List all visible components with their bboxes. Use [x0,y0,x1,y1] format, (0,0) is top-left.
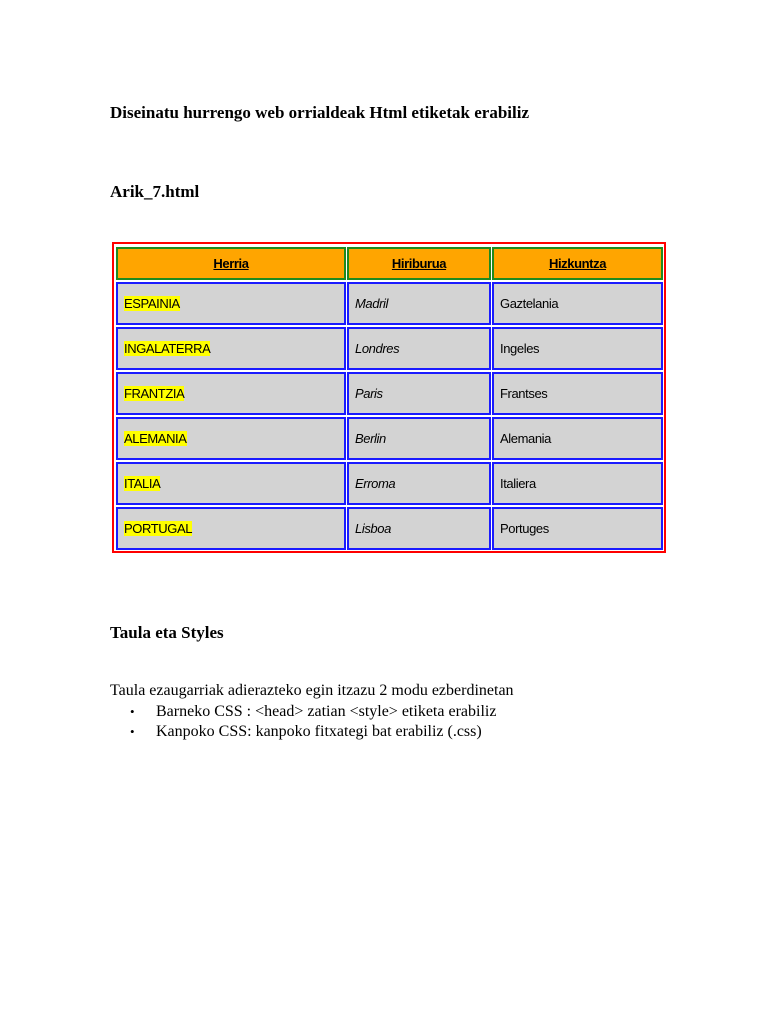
capital-name: Lisboa [355,521,391,536]
header-hizkuntza [492,247,663,280]
bullet-text: Barneko CSS : <head> zatian <style> etiketa erabiliz [156,703,497,720]
country-name: INGALATERRA [124,341,211,356]
bullet-text: Kanpoko CSS: kanpoko fitxategi bat erabiliz (.css) [156,722,482,740]
header-hiriburua-label: Hiriburua [391,256,447,271]
country-name: ITALIA [124,476,161,491]
table-cell [116,417,346,460]
list-item [110,722,496,742]
bullet-icon: • [130,723,135,739]
table-cell [116,282,346,325]
country-name: ALEMANIA [124,431,187,446]
country-name: PORTUGAL [124,521,193,536]
header-herria-label: Herria [213,256,249,271]
table-cell [116,507,346,550]
language-name: Italiera [500,476,536,491]
table-cell [347,417,491,460]
capital-name: Londres [355,341,400,356]
header-herria [116,247,346,280]
table-cell [116,462,346,505]
capital-name: Erroma [355,476,396,491]
list-item [110,702,496,722]
language-name: Portuges [500,521,549,536]
country-name: FRANTZIA [124,386,185,401]
capital-name: Madril [355,296,388,311]
table-cell [116,372,346,415]
language-name: Gaztelania [500,296,559,311]
table-cell [347,327,491,370]
countries-table [112,242,666,553]
table-cell [492,372,663,415]
capital-name: Berlin [355,431,386,446]
header-hiriburua [347,247,491,280]
table-cell [116,327,346,370]
table-cell [492,282,663,325]
capital-name: Paris [355,386,383,401]
language-name: Frantses [500,386,548,401]
country-name: ESPAINIA [124,296,180,311]
bullet-list [110,702,496,741]
table-cell [492,507,663,550]
table-cell [347,372,491,415]
intro-text: Taula ezaugarriak adierazteko egin itzazu 2 modu ezberdinetan [110,682,514,699]
language-name: Ingeles [500,341,540,356]
header-hizkuntza-label: Hizkuntza [548,256,607,271]
page-title: Diseinatu hurrengo web orrialdeak Html etiketak erabiliz [110,103,529,122]
filename-heading: Arik_7.html [110,182,200,201]
table-cell [492,462,663,505]
language-name: Alemania [500,431,551,446]
table-cell [347,507,491,550]
table-cell [492,327,663,370]
section-heading: Taula eta Styles [110,623,224,642]
bullet-icon: • [130,704,135,719]
table-cell [347,282,491,325]
table-cell [347,462,491,505]
table-cell [492,417,663,460]
